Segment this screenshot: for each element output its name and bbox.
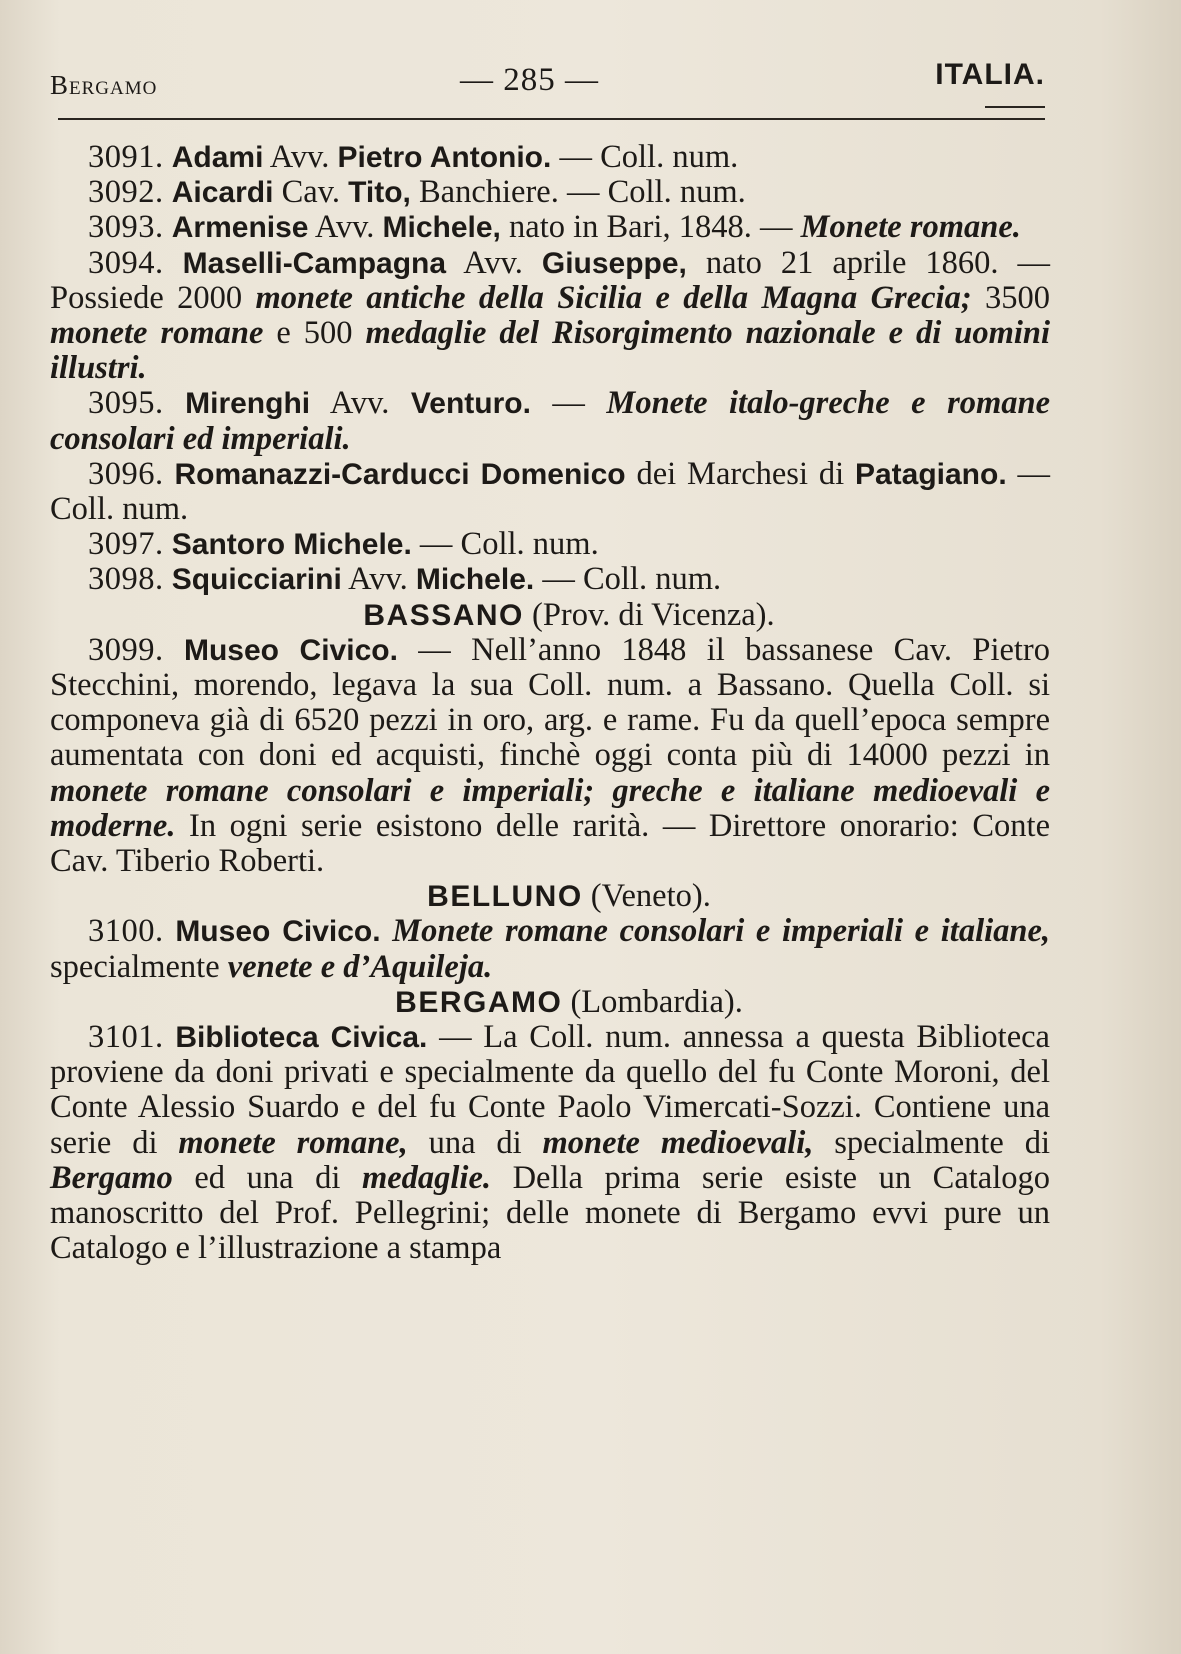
header-rule bbox=[58, 118, 1045, 120]
entry-3092: 3092. Aicardi Cav. Tito, Banchiere. — Coll. num. bbox=[88, 174, 746, 211]
running-header bbox=[50, 58, 1045, 108]
header-left: Bergamo bbox=[50, 70, 158, 100]
entry-3100: 3100. Museo Civico. Monete romane consolari e imperiali e italiane, specialmente venete e d’Aquileja. bbox=[50, 913, 1051, 985]
section-heading-belluno: BELLUNO (Veneto). bbox=[427, 878, 711, 915]
section-heading-bergamo: BERGAMO (Lombardia). bbox=[395, 983, 743, 1020]
entry-3097: 3097. Santoro Michele. — Coll. num. bbox=[88, 526, 599, 563]
entry-3093: 3093. Armenise Avv. Michele, nato in Bari, 1848. — Monete romane. bbox=[88, 209, 1021, 246]
header-right: ITALIA. bbox=[935, 58, 1045, 91]
entry-3101: 3101. Biblioteca Civica. — La Coll. num. annessa a questa Biblioteca proviene da doni privati e specialmente da quello del fu Conte Moroni, del Conte Alessio Suardo e del fu Conte Paolo Vimercati-Sozzi. Contiene una serie di monete romane, una di monete medioevali, specialmente di Bergamo ed una di medaglie. Della prima serie esiste un Catalogo manoscritto del Prof. Pellegrini; delle monete di Bergamo evvi pure un Catalogo e l’illustrazione a stampa bbox=[50, 1019, 1050, 1267]
header-rule-accent bbox=[985, 106, 1045, 108]
entry-3096: 3096. Romanazzi-Carducci Domenico dei Marchesi di Patagiano. — Coll. num. bbox=[50, 455, 1051, 528]
entry-3095: 3095. Mirenghi Avv. Venturo. — Monete italo-greche e romane consolari ed imperiali. bbox=[50, 385, 1051, 457]
page-body bbox=[50, 140, 1050, 1267]
entry-3099: 3099. Museo Civico. — Nell’anno 1848 il bassanese Cav. Pietro Stecchini, morendo, legava la sua Coll. num. a Bassano. Quella Coll. si componeva già di 6520 pezzi in oro, arg. e rame. Fu da quell’epoca sempre aumentata con doni ed acquisti, finchè oggi conta più di 14000 pezzi in monete romane consolari e imperiali; greche e italiane medioevali e moderne. In ogni serie esistono delle rarità. — Direttore onorario: Conte Cav. Tiberio Roberti. bbox=[50, 631, 1051, 880]
section-heading-bassano: BASSANO (Prov. di Vicenza). bbox=[363, 596, 775, 633]
entry-3098: 3098. Squicciarini Avv. Michele. — Coll. num. bbox=[88, 561, 722, 598]
entry-3094: 3094. Maselli-Campagna Avv. Giuseppe, nato 21 aprile 1860. — Possiede 2000 monete antiche della Sicilia e della Magna Grecia; 3500 monete romane e 500 medaglie del Risorgimento nazionale e di uomini illustri. bbox=[50, 244, 1051, 387]
entry-3091: 3091. Adami Avv. Pietro Antonio. — Coll. num. bbox=[88, 139, 739, 175]
page-number: — 285 — bbox=[460, 62, 599, 98]
